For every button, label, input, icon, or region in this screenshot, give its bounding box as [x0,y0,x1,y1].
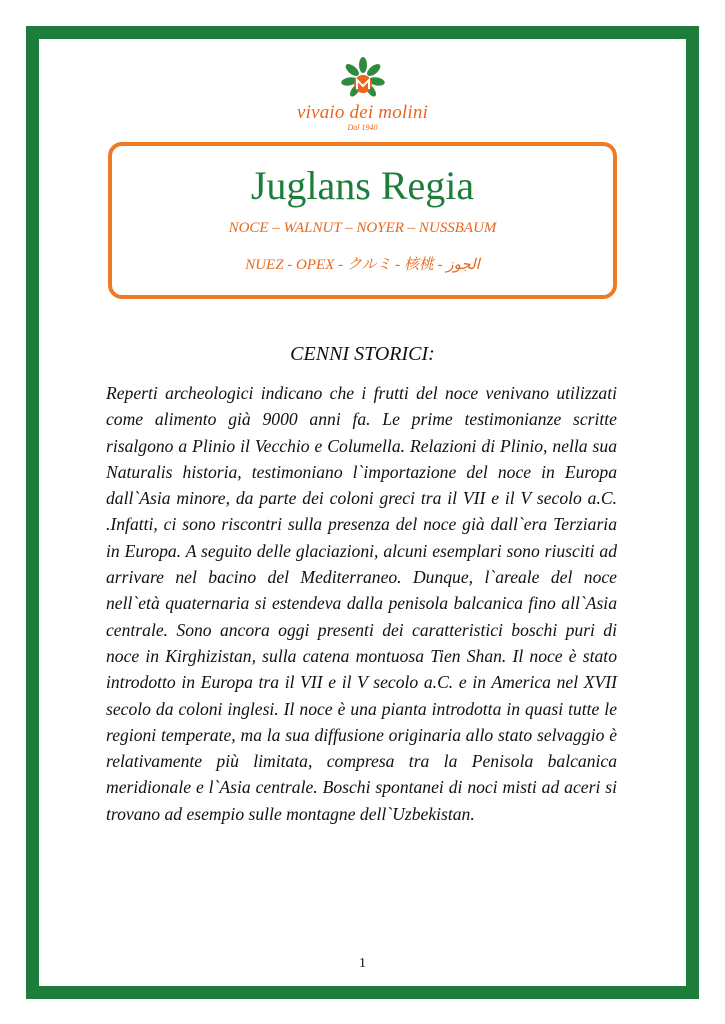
common-names-line-1: NOCE – WALNUT – NOYER – NUSSBAUM [228,220,497,236]
common-names-line-2: NUEZ - OPEX - クルミ - 核桃 - الجوز [245,257,480,273]
history-paragraph: Reperti archeologici indicano che i frutti del noce venivano utilizzati come alimento già 9000 anni fa. Le prime testimonianze scritte risalgono a Plinio il Vecchio e Columella. Relazioni di Plinio, nella sua Naturalis historia, testimoniano l`importazione del noce in Europa dall`Asia minore, da parte dei coloni greci tra il VII e il V secolo a.C. .Infatti, ci sono riscontri sulla presenza del noce già dall`era Terziaria in Europa. A seguito delle glaciazioni, alcuni esemplari sono riusciti ad arrivare nel bacino del Mediterraneo. Dunque, l`areale del noce nell`età quaternaria si estendeva dalla penisola balcanica fino all`Asia centrale. Sono ancora oggi presenti dei caratteristici boschi puri di noce in Kirghizistan, sulla catena montuosa Tien Shan. Il noce è stato introdotto in Europa tra il VII e il V secolo a.C. e in America nel XVII secolo da coloni inglesi. Il noce è una pianta introdotta in quasi tutte le regioni temperate, ma la sua diffusione originaria allo stato selvaggio è relativamente più limitata, compresa tra la Penisola balcanica meridionale e l`Asia centrale. Boschi spontanei di noci misti ad aceri si trovano ad esempio sulle montagne dell`Uzbekistan. [106,383,617,824]
section-heading: CENNI STORICI: [290,343,435,365]
title-box [108,142,617,299]
brand-since: Dal 1940 [347,123,378,132]
page-title: Juglans Regia [250,163,475,208]
page-number: 1 [359,956,366,971]
leaf-logo-icon [340,57,386,101]
brand-name: vivaio dei molini [296,102,429,123]
brand-logo [0,57,725,133]
